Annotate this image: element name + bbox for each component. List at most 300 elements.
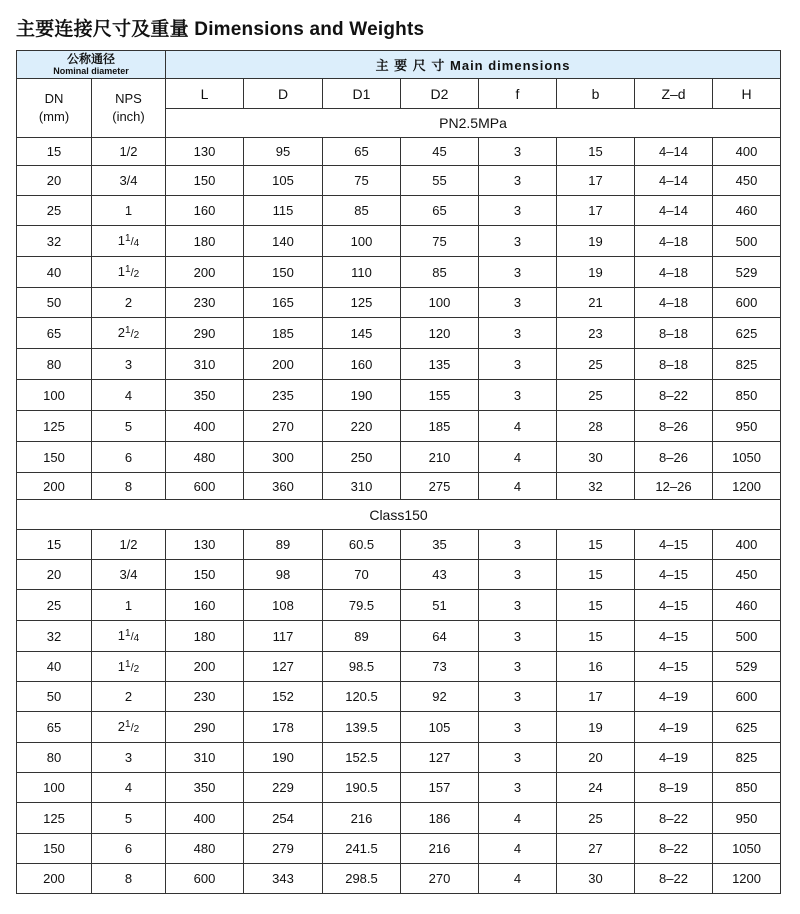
nps-cell: $1^1/_2$ xyxy=(92,257,166,288)
dn-cell: 65 xyxy=(17,712,92,743)
nps-cell: 2 xyxy=(92,682,166,712)
cell-l: 600 xyxy=(166,473,244,500)
dn-cell: 32 xyxy=(17,621,92,652)
cell-d2: 216 xyxy=(401,834,479,864)
cell-b: 23 xyxy=(557,318,635,349)
table-row xyxy=(17,773,781,803)
nps-fraction-denominator: 4 xyxy=(133,238,140,249)
nps-cell: 2 xyxy=(92,288,166,318)
cell-d: 115 xyxy=(244,196,323,226)
cell-d2: 105 xyxy=(401,712,479,743)
nps-whole: 1 xyxy=(117,264,126,279)
dn-cell: 50 xyxy=(17,288,92,318)
cell-d2: 35 xyxy=(401,530,479,560)
cell-z-d: 8–18 xyxy=(635,349,713,380)
nps-fraction-denominator: 2 xyxy=(133,663,140,675)
cell-z-d: 4–18 xyxy=(635,257,713,288)
table-row xyxy=(17,834,781,864)
nps-fraction-denominator: 2 xyxy=(133,724,140,735)
cell-d1: 310 xyxy=(323,473,401,500)
cell-d2: 65 xyxy=(401,196,479,226)
cell-d2: 210 xyxy=(401,442,479,473)
cell-h: 1200 xyxy=(713,473,781,500)
cell-d1: 100 xyxy=(323,226,401,257)
cell-l: 480 xyxy=(166,834,244,864)
cell-l: 130 xyxy=(166,530,244,560)
nps-fraction-numerator: 1 xyxy=(125,628,131,639)
table-row xyxy=(17,380,781,411)
col-header-f: f xyxy=(479,79,557,109)
table-row xyxy=(17,349,781,380)
cell-f: 3 xyxy=(479,380,557,411)
cell-z-d: 8–22 xyxy=(635,803,713,834)
cell-b: 32 xyxy=(557,473,635,500)
cell-d1: 125 xyxy=(323,288,401,318)
cell-b: 17 xyxy=(557,166,635,196)
nps-cell: $1^1/_4$ xyxy=(92,621,166,652)
nps-fraction-denominator: 2 xyxy=(133,330,140,341)
cell-d: 140 xyxy=(244,226,323,257)
nps-cell: 6 xyxy=(92,442,166,473)
cell-l: 200 xyxy=(166,652,244,682)
cell-b: 30 xyxy=(557,864,635,894)
cell-d1: 160 xyxy=(323,349,401,380)
col-header-l: L xyxy=(166,79,244,109)
cell-h: 450 xyxy=(713,166,781,196)
cell-l: 310 xyxy=(166,743,244,773)
cell-f: 3 xyxy=(479,138,557,166)
cell-h: 625 xyxy=(713,318,781,349)
cell-b: 17 xyxy=(557,682,635,712)
cell-z-d: 4–19 xyxy=(635,682,713,712)
cell-z-d: 8–22 xyxy=(635,864,713,894)
nps-cell: 5 xyxy=(92,411,166,442)
cell-z-d: 4–18 xyxy=(635,226,713,257)
cell-d2: 43 xyxy=(401,560,479,590)
cell-d2: 157 xyxy=(401,773,479,803)
cell-d1: 75 xyxy=(323,166,401,196)
cell-d: 165 xyxy=(244,288,323,318)
table-row xyxy=(17,257,781,288)
cell-b: 19 xyxy=(557,712,635,743)
cell-l: 230 xyxy=(166,682,244,712)
cell-d1: 220 xyxy=(323,411,401,442)
cell-d: 108 xyxy=(244,590,323,621)
dn-cell: 20 xyxy=(17,166,92,196)
cell-d2: 135 xyxy=(401,349,479,380)
cell-f: 4 xyxy=(479,864,557,894)
cell-b: 25 xyxy=(557,349,635,380)
cell-d2: 275 xyxy=(401,473,479,500)
cell-h: 400 xyxy=(713,138,781,166)
nps-cell: 3/4 xyxy=(92,560,166,590)
cell-d: 254 xyxy=(244,803,323,834)
cell-d1: 110 xyxy=(323,257,401,288)
cell-d2: 51 xyxy=(401,590,479,621)
cell-d1: 190 xyxy=(323,380,401,411)
cell-f: 3 xyxy=(479,712,557,743)
cell-l: 180 xyxy=(166,621,244,652)
cell-d2: 92 xyxy=(401,682,479,712)
cell-l: 160 xyxy=(166,590,244,621)
cell-b: 28 xyxy=(557,411,635,442)
cell-d: 235 xyxy=(244,380,323,411)
dn-unit: (mm) xyxy=(38,109,70,124)
col-header-d: D xyxy=(244,79,323,109)
cell-d: 229 xyxy=(244,773,323,803)
cell-d1: 139.5 xyxy=(323,712,401,743)
dn-cell: 25 xyxy=(17,590,92,621)
cell-d2: 73 xyxy=(401,652,479,682)
cell-b: 20 xyxy=(557,743,635,773)
cell-d1: 152.5 xyxy=(323,743,401,773)
section-label-class150: Class150 xyxy=(17,500,781,530)
cell-d1: 98.5 xyxy=(323,652,401,682)
page-title: 主要连接尺寸及重量 Dimensions and Weights xyxy=(16,19,425,40)
nps-cell: 8 xyxy=(92,473,166,500)
nps-label: NPS xyxy=(115,91,142,106)
nps-fraction-numerator: 1 xyxy=(125,233,131,244)
cell-h: 1050 xyxy=(713,442,781,473)
table-row xyxy=(17,652,781,682)
main-dimensions-header: 主 要 尺 寸 Main dimensions xyxy=(166,51,781,79)
cell-b: 15 xyxy=(557,621,635,652)
cell-f: 3 xyxy=(479,318,557,349)
table-row xyxy=(17,682,781,712)
nps-cell: 1/2 xyxy=(92,530,166,560)
table-row xyxy=(17,473,781,500)
col-header-d1: D1 xyxy=(323,79,401,109)
nps-fraction-denominator: 2 xyxy=(133,269,140,280)
table-row xyxy=(17,442,781,473)
dimensions-table xyxy=(16,50,781,894)
cell-h: 529 xyxy=(713,652,781,682)
nps-cell: 5 xyxy=(92,803,166,834)
dn-cell: 150 xyxy=(17,442,92,473)
nps-unit: (inch) xyxy=(112,109,145,124)
cell-d2: 127 xyxy=(401,743,479,773)
cell-d1: 70 xyxy=(323,560,401,590)
nps-cell: $1^1/_4$ xyxy=(92,226,166,257)
cell-l: 350 xyxy=(166,773,244,803)
table-row xyxy=(17,803,781,834)
cell-z-d: 4–15 xyxy=(635,560,713,590)
table-row xyxy=(17,864,781,894)
nps-cell: 1/2 xyxy=(92,138,166,166)
cell-h: 500 xyxy=(713,621,781,652)
cell-h: 950 xyxy=(713,411,781,442)
cell-f: 3 xyxy=(479,288,557,318)
nps-cell: 4 xyxy=(92,380,166,411)
cell-h: 600 xyxy=(713,682,781,712)
dn-cell: 15 xyxy=(17,138,92,166)
cell-z-d: 8–22 xyxy=(635,380,713,411)
cell-l: 290 xyxy=(166,712,244,743)
cell-z-d: 8–18 xyxy=(635,318,713,349)
cell-h: 460 xyxy=(713,196,781,226)
nominal-diameter-header xyxy=(17,51,166,79)
nps-cell: 1 xyxy=(92,196,166,226)
cell-d: 89 xyxy=(244,530,323,560)
cell-b: 19 xyxy=(557,257,635,288)
cell-d: 127 xyxy=(244,652,323,682)
nps-whole: 2 xyxy=(117,719,126,734)
nps-cell: 4 xyxy=(92,773,166,803)
cell-d2: 55 xyxy=(401,166,479,196)
cell-b: 21 xyxy=(557,288,635,318)
cell-z-d: 12–26 xyxy=(635,473,713,500)
cell-b: 15 xyxy=(557,530,635,560)
dn-cell: 40 xyxy=(17,257,92,288)
cell-b: 25 xyxy=(557,803,635,834)
cell-h: 600 xyxy=(713,288,781,318)
dn-cell: 125 xyxy=(17,803,92,834)
cell-d: 190 xyxy=(244,743,323,773)
cell-z-d: 4–14 xyxy=(635,138,713,166)
cell-h: 500 xyxy=(713,226,781,257)
cell-f: 3 xyxy=(479,560,557,590)
cell-d1: 65 xyxy=(323,138,401,166)
nps-whole: 1 xyxy=(117,233,126,248)
dn-cell: 15 xyxy=(17,530,92,560)
cell-d: 178 xyxy=(244,712,323,743)
cell-b: 19 xyxy=(557,226,635,257)
cell-f: 3 xyxy=(479,621,557,652)
cell-l: 400 xyxy=(166,803,244,834)
cell-z-d: 4–15 xyxy=(635,652,713,682)
table-row xyxy=(17,590,781,621)
cell-f: 4 xyxy=(479,411,557,442)
cell-d1: 216 xyxy=(323,803,401,834)
cell-f: 3 xyxy=(479,226,557,257)
cell-b: 25 xyxy=(557,380,635,411)
cell-f: 3 xyxy=(479,590,557,621)
cell-d2: 85 xyxy=(401,257,479,288)
cell-d: 200 xyxy=(244,349,323,380)
table-row xyxy=(17,318,781,349)
cell-d1: 89 xyxy=(323,621,401,652)
table-row xyxy=(17,226,781,257)
cell-d1: 79.5 xyxy=(323,590,401,621)
cell-d1: 145 xyxy=(323,318,401,349)
cell-d1: 190.5 xyxy=(323,773,401,803)
nps-cell: $2^1/_2$ xyxy=(92,318,166,349)
dn-cell: 80 xyxy=(17,349,92,380)
cell-l: 150 xyxy=(166,560,244,590)
cell-h: 950 xyxy=(713,803,781,834)
cell-l: 600 xyxy=(166,864,244,894)
nps-fraction-numerator: 1 xyxy=(125,658,131,670)
table-row xyxy=(17,743,781,773)
table-row xyxy=(17,166,781,196)
cell-h: 825 xyxy=(713,349,781,380)
cell-z-d: 4–19 xyxy=(635,712,713,743)
cell-d: 150 xyxy=(244,257,323,288)
dn-cell: 80 xyxy=(17,743,92,773)
cell-z-d: 4–14 xyxy=(635,196,713,226)
cell-d: 98 xyxy=(244,560,323,590)
cell-l: 400 xyxy=(166,411,244,442)
cell-h: 1200 xyxy=(713,864,781,894)
cell-f: 4 xyxy=(479,473,557,500)
nps-cell: 3/4 xyxy=(92,166,166,196)
cell-z-d: 4–15 xyxy=(635,530,713,560)
cell-b: 24 xyxy=(557,773,635,803)
cell-z-d: 8–22 xyxy=(635,834,713,864)
cell-d1: 85 xyxy=(323,196,401,226)
cell-b: 16 xyxy=(557,652,635,682)
nps-cell: 8 xyxy=(92,864,166,894)
cell-d2: 120 xyxy=(401,318,479,349)
cell-h: 1050 xyxy=(713,834,781,864)
cell-l: 480 xyxy=(166,442,244,473)
dn-cell: 100 xyxy=(17,380,92,411)
cell-l: 290 xyxy=(166,318,244,349)
dn-cell: 150 xyxy=(17,834,92,864)
cell-f: 3 xyxy=(479,257,557,288)
cell-z-d: 4–15 xyxy=(635,590,713,621)
nps-whole: 1 xyxy=(117,628,126,643)
cell-d2: 270 xyxy=(401,864,479,894)
nps-cell: 3 xyxy=(92,349,166,380)
dn-cell: 65 xyxy=(17,318,92,349)
table-row xyxy=(17,712,781,743)
cell-h: 460 xyxy=(713,590,781,621)
cell-l: 150 xyxy=(166,166,244,196)
section-label-pn25: PN2.5MPa xyxy=(166,109,781,138)
cell-d: 95 xyxy=(244,138,323,166)
dn-cell: 32 xyxy=(17,226,92,257)
col-header-d2: D2 xyxy=(401,79,479,109)
cell-d: 279 xyxy=(244,834,323,864)
nps-whole: 2 xyxy=(117,325,126,340)
cell-d: 185 xyxy=(244,318,323,349)
table-row xyxy=(17,530,781,560)
cell-z-d: 8–26 xyxy=(635,411,713,442)
cell-b: 15 xyxy=(557,590,635,621)
nps-fraction-numerator: 1 xyxy=(125,719,131,730)
cell-f: 3 xyxy=(479,773,557,803)
cell-d2: 155 xyxy=(401,380,479,411)
dn-cell: 25 xyxy=(17,196,92,226)
table-row xyxy=(17,560,781,590)
cell-d: 343 xyxy=(244,864,323,894)
cell-d1: 60.5 xyxy=(323,530,401,560)
cell-l: 180 xyxy=(166,226,244,257)
cell-f: 3 xyxy=(479,349,557,380)
table-row xyxy=(17,621,781,652)
col-header-b: b xyxy=(557,79,635,109)
cell-d: 152 xyxy=(244,682,323,712)
table-row xyxy=(17,411,781,442)
table-row xyxy=(17,196,781,226)
dn-cell: 200 xyxy=(17,473,92,500)
cell-d1: 120.5 xyxy=(323,682,401,712)
cell-d1: 250 xyxy=(323,442,401,473)
cell-d: 360 xyxy=(244,473,323,500)
table-row xyxy=(17,138,781,166)
cell-h: 850 xyxy=(713,380,781,411)
cell-h: 625 xyxy=(713,712,781,743)
cell-d2: 64 xyxy=(401,621,479,652)
cell-d: 117 xyxy=(244,621,323,652)
col-header-z-d: Z–d xyxy=(635,79,713,109)
cell-l: 350 xyxy=(166,380,244,411)
dn-cell: 100 xyxy=(17,773,92,803)
col-header-h: H xyxy=(713,79,781,109)
cell-d2: 75 xyxy=(401,226,479,257)
dn-label: DN xyxy=(44,91,64,106)
cell-h: 400 xyxy=(713,530,781,560)
cell-d2: 185 xyxy=(401,411,479,442)
cell-z-d: 4–14 xyxy=(635,166,713,196)
nps-cell: $2^1/_2$ xyxy=(92,712,166,743)
cell-d2: 186 xyxy=(401,803,479,834)
cell-l: 130 xyxy=(166,138,244,166)
nominal-diameter-cn: 公称通径 xyxy=(66,51,115,66)
dn-cell: 40 xyxy=(17,652,92,682)
cell-f: 3 xyxy=(479,166,557,196)
cell-l: 230 xyxy=(166,288,244,318)
cell-f: 3 xyxy=(479,530,557,560)
cell-b: 27 xyxy=(557,834,635,864)
cell-d2: 45 xyxy=(401,138,479,166)
cell-f: 3 xyxy=(479,743,557,773)
nps-fraction-numerator: 1 xyxy=(125,325,131,336)
nominal-diameter-en: Nominal diameter xyxy=(53,65,129,76)
cell-d: 270 xyxy=(244,411,323,442)
dn-cell: 200 xyxy=(17,864,92,894)
cell-b: 30 xyxy=(557,442,635,473)
nps-cell: $1^1/_2$ xyxy=(92,652,166,682)
nps-cell: 3 xyxy=(92,743,166,773)
cell-l: 310 xyxy=(166,349,244,380)
cell-z-d: 4–18 xyxy=(635,288,713,318)
cell-b: 15 xyxy=(557,138,635,166)
cell-f: 4 xyxy=(479,803,557,834)
nps-cell: 6 xyxy=(92,834,166,864)
cell-f: 4 xyxy=(479,442,557,473)
dn-cell: 50 xyxy=(17,682,92,712)
nps-fraction-denominator: 4 xyxy=(133,633,140,644)
cell-h: 450 xyxy=(713,560,781,590)
cell-f: 3 xyxy=(479,196,557,226)
cell-d2: 100 xyxy=(401,288,479,318)
table-row xyxy=(17,288,781,318)
dn-header xyxy=(17,79,92,138)
cell-d: 300 xyxy=(244,442,323,473)
cell-z-d: 4–15 xyxy=(635,621,713,652)
cell-d1: 298.5 xyxy=(323,864,401,894)
cell-z-d: 4–19 xyxy=(635,743,713,773)
cell-h: 825 xyxy=(713,743,781,773)
cell-d: 105 xyxy=(244,166,323,196)
dn-cell: 20 xyxy=(17,560,92,590)
cell-b: 15 xyxy=(557,560,635,590)
cell-z-d: 8–19 xyxy=(635,773,713,803)
cell-f: 3 xyxy=(479,652,557,682)
cell-l: 160 xyxy=(166,196,244,226)
cell-h: 850 xyxy=(713,773,781,803)
cell-f: 4 xyxy=(479,834,557,864)
dn-cell: 125 xyxy=(17,411,92,442)
cell-b: 17 xyxy=(557,196,635,226)
cell-f: 3 xyxy=(479,682,557,712)
nps-fraction-numerator: 1 xyxy=(125,264,131,275)
cell-d1: 241.5 xyxy=(323,834,401,864)
nps-whole: 1 xyxy=(117,658,126,674)
cell-l: 200 xyxy=(166,257,244,288)
